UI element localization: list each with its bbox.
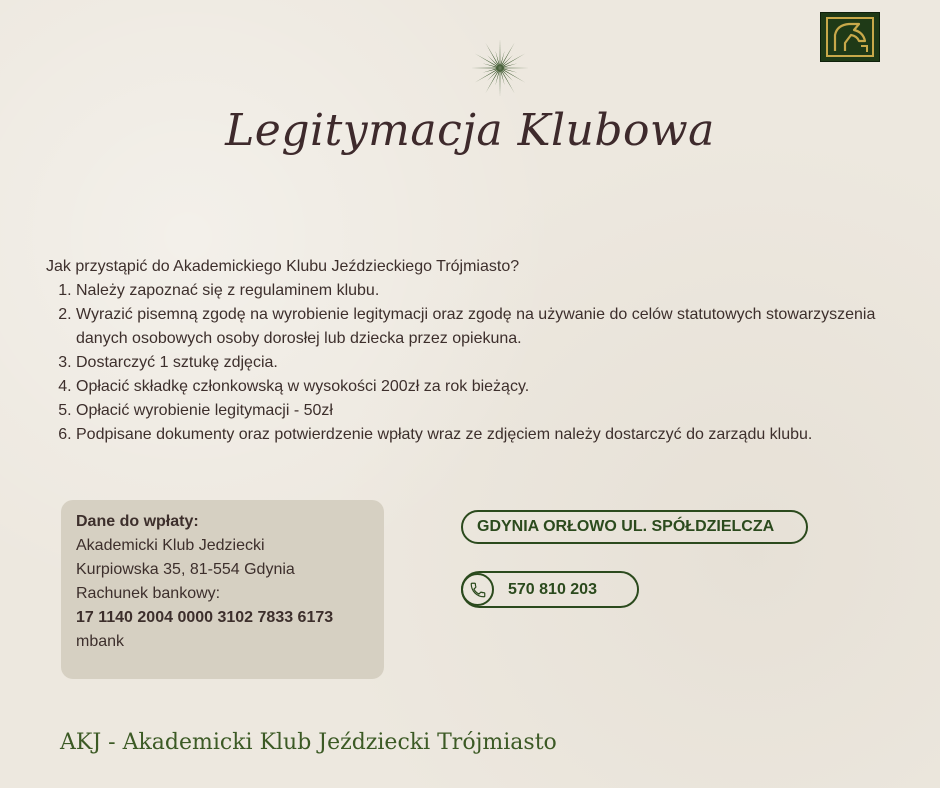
- page-title: Legitymacja Klubowa: [225, 105, 715, 156]
- club-logo: [820, 12, 880, 62]
- payment-address: Kurpiowska 35, 81-554 Gdynia: [76, 561, 295, 578]
- payment-recipient-name: Akademicki Klub Jedziecki: [76, 537, 265, 554]
- bank-account-number: 17 1140 2004 0000 3102 7833 6173: [76, 609, 334, 626]
- footer-club-name: AKJ - Akademicki Klub Jeździecki Trójmiasto: [60, 730, 557, 755]
- requirement-step: 3. Dostarczyć 1 sztukę zdjęcia.: [76, 351, 906, 375]
- bank-name: mbank: [76, 633, 125, 650]
- phone-number: 570 810 203: [508, 580, 597, 598]
- requirements-question: Jak przystąpić do Akademickiego Klubu Jeździeckiego Trójmiasto?: [46, 258, 520, 275]
- phone-badge[interactable]: [461, 571, 639, 608]
- requirement-step: 5. Opłacić wyrobienie legitymacji - 50zł: [76, 399, 906, 423]
- phone-icon: [461, 573, 494, 606]
- requirement-step: 6. Podpisane dokumenty oraz potwierdzenie wpłaty wraz ze zdjęciem należy dostarczyć do zarządu klubu.: [76, 423, 906, 447]
- horse-head-logo-icon: [821, 13, 879, 61]
- requirements-list: [46, 279, 906, 447]
- sunburst-star-icon: [470, 38, 530, 98]
- requirement-step: 1. Należy zapoznać się z regulaminem klubu.: [76, 279, 906, 303]
- bank-account-label: Rachunek bankowy:: [76, 585, 221, 602]
- requirement-step: 2. Wyrazić pisemną zgodę na wyrobienie legitymacji oraz zgodę na używanie do celów statutowych stowarzyszenia danych osobowych osoby dorosłej lub dziecka przez opiekuna.: [76, 303, 906, 351]
- location-badge: [461, 510, 808, 544]
- payment-heading: Dane do wpłaty:: [76, 513, 199, 530]
- requirements-section: [46, 255, 906, 447]
- requirement-step: 4. Opłacić składkę członkowską w wysokości 200zł za rok bieżący.: [76, 375, 906, 399]
- payment-details-panel: [61, 500, 384, 679]
- location-text: GDYNIA ORŁOWO UL. SPÓŁDZIELCZA: [477, 518, 775, 535]
